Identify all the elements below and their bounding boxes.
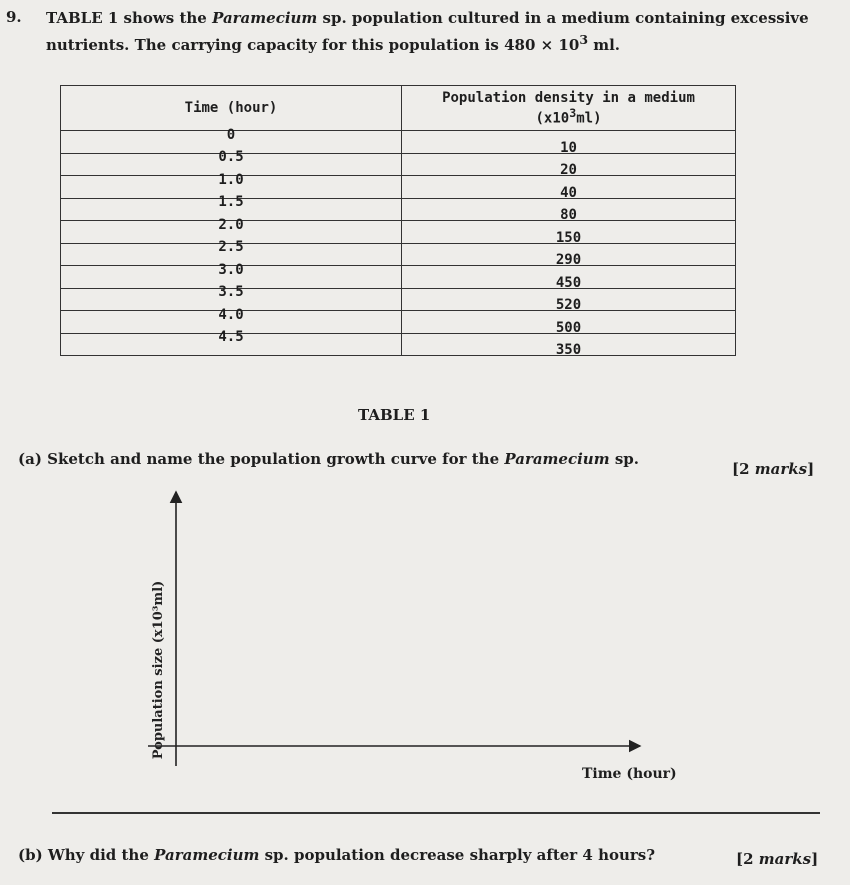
table-row: [61, 333, 736, 356]
table-row: [61, 131, 736, 154]
header-time: Time (hour): [61, 86, 402, 131]
time-cell: 3.5: [61, 288, 402, 311]
population-table: [60, 85, 736, 359]
table-row: [61, 198, 736, 221]
table-row: [61, 288, 736, 311]
part-a-question: (a) Sketch and name the population growth curve for the Paramecium sp.: [18, 450, 639, 468]
table-caption: TABLE 1: [358, 406, 431, 424]
question-number: 9.: [6, 8, 22, 26]
time-cell: 4.0: [61, 311, 402, 334]
x-axis-label: Time (hour): [582, 766, 677, 782]
time-cell: 4.5: [61, 333, 402, 356]
time-cell: 1.0: [61, 176, 402, 199]
population-cell: 450: [402, 266, 736, 289]
time-cell: 0: [61, 131, 402, 154]
table-row: [61, 311, 736, 334]
blank-graph-axes: [140, 480, 700, 770]
part-a-marks: [2 marks]: [732, 460, 815, 478]
table-row: [61, 221, 736, 244]
table-row: [61, 243, 736, 266]
population-cell: 80: [402, 198, 736, 221]
population-cell: 10: [402, 131, 736, 154]
population-cell: 290: [402, 243, 736, 266]
population-cell: 20: [402, 153, 736, 176]
question-intro: TABLE 1 shows the Paramecium sp. population cultured in a medium containing excessive nutrients. The carrying capacity for this population is $480 \times 10^3$ ml.: [46, 9, 809, 54]
species-name: Paramecium: [212, 9, 318, 27]
time-cell: 2.0: [61, 221, 402, 244]
y-axis-label: Population size (x10³ml): [151, 580, 166, 760]
time-cell: 0.5: [61, 153, 402, 176]
table-row: [61, 176, 736, 199]
population-cell: 520: [402, 288, 736, 311]
time-cell: 1.5: [61, 198, 402, 221]
table-row: [61, 153, 736, 176]
population-cell: 40: [402, 176, 736, 199]
time-cell: 2.5: [61, 243, 402, 266]
divider-line: [52, 812, 820, 814]
time-cell: 3.0: [61, 266, 402, 289]
part-b-question: (b) Why did the Paramecium sp. population decrease sharply after 4 hours?: [18, 846, 656, 864]
population-cell: 150: [402, 221, 736, 244]
population-cell: 350: [402, 333, 736, 356]
table-row: [61, 266, 736, 289]
part-b-marks: [2 marks]: [736, 850, 819, 868]
header-population: Population density in a medium $(x10^3ml)$: [402, 86, 736, 131]
population-cell: 500: [402, 311, 736, 334]
